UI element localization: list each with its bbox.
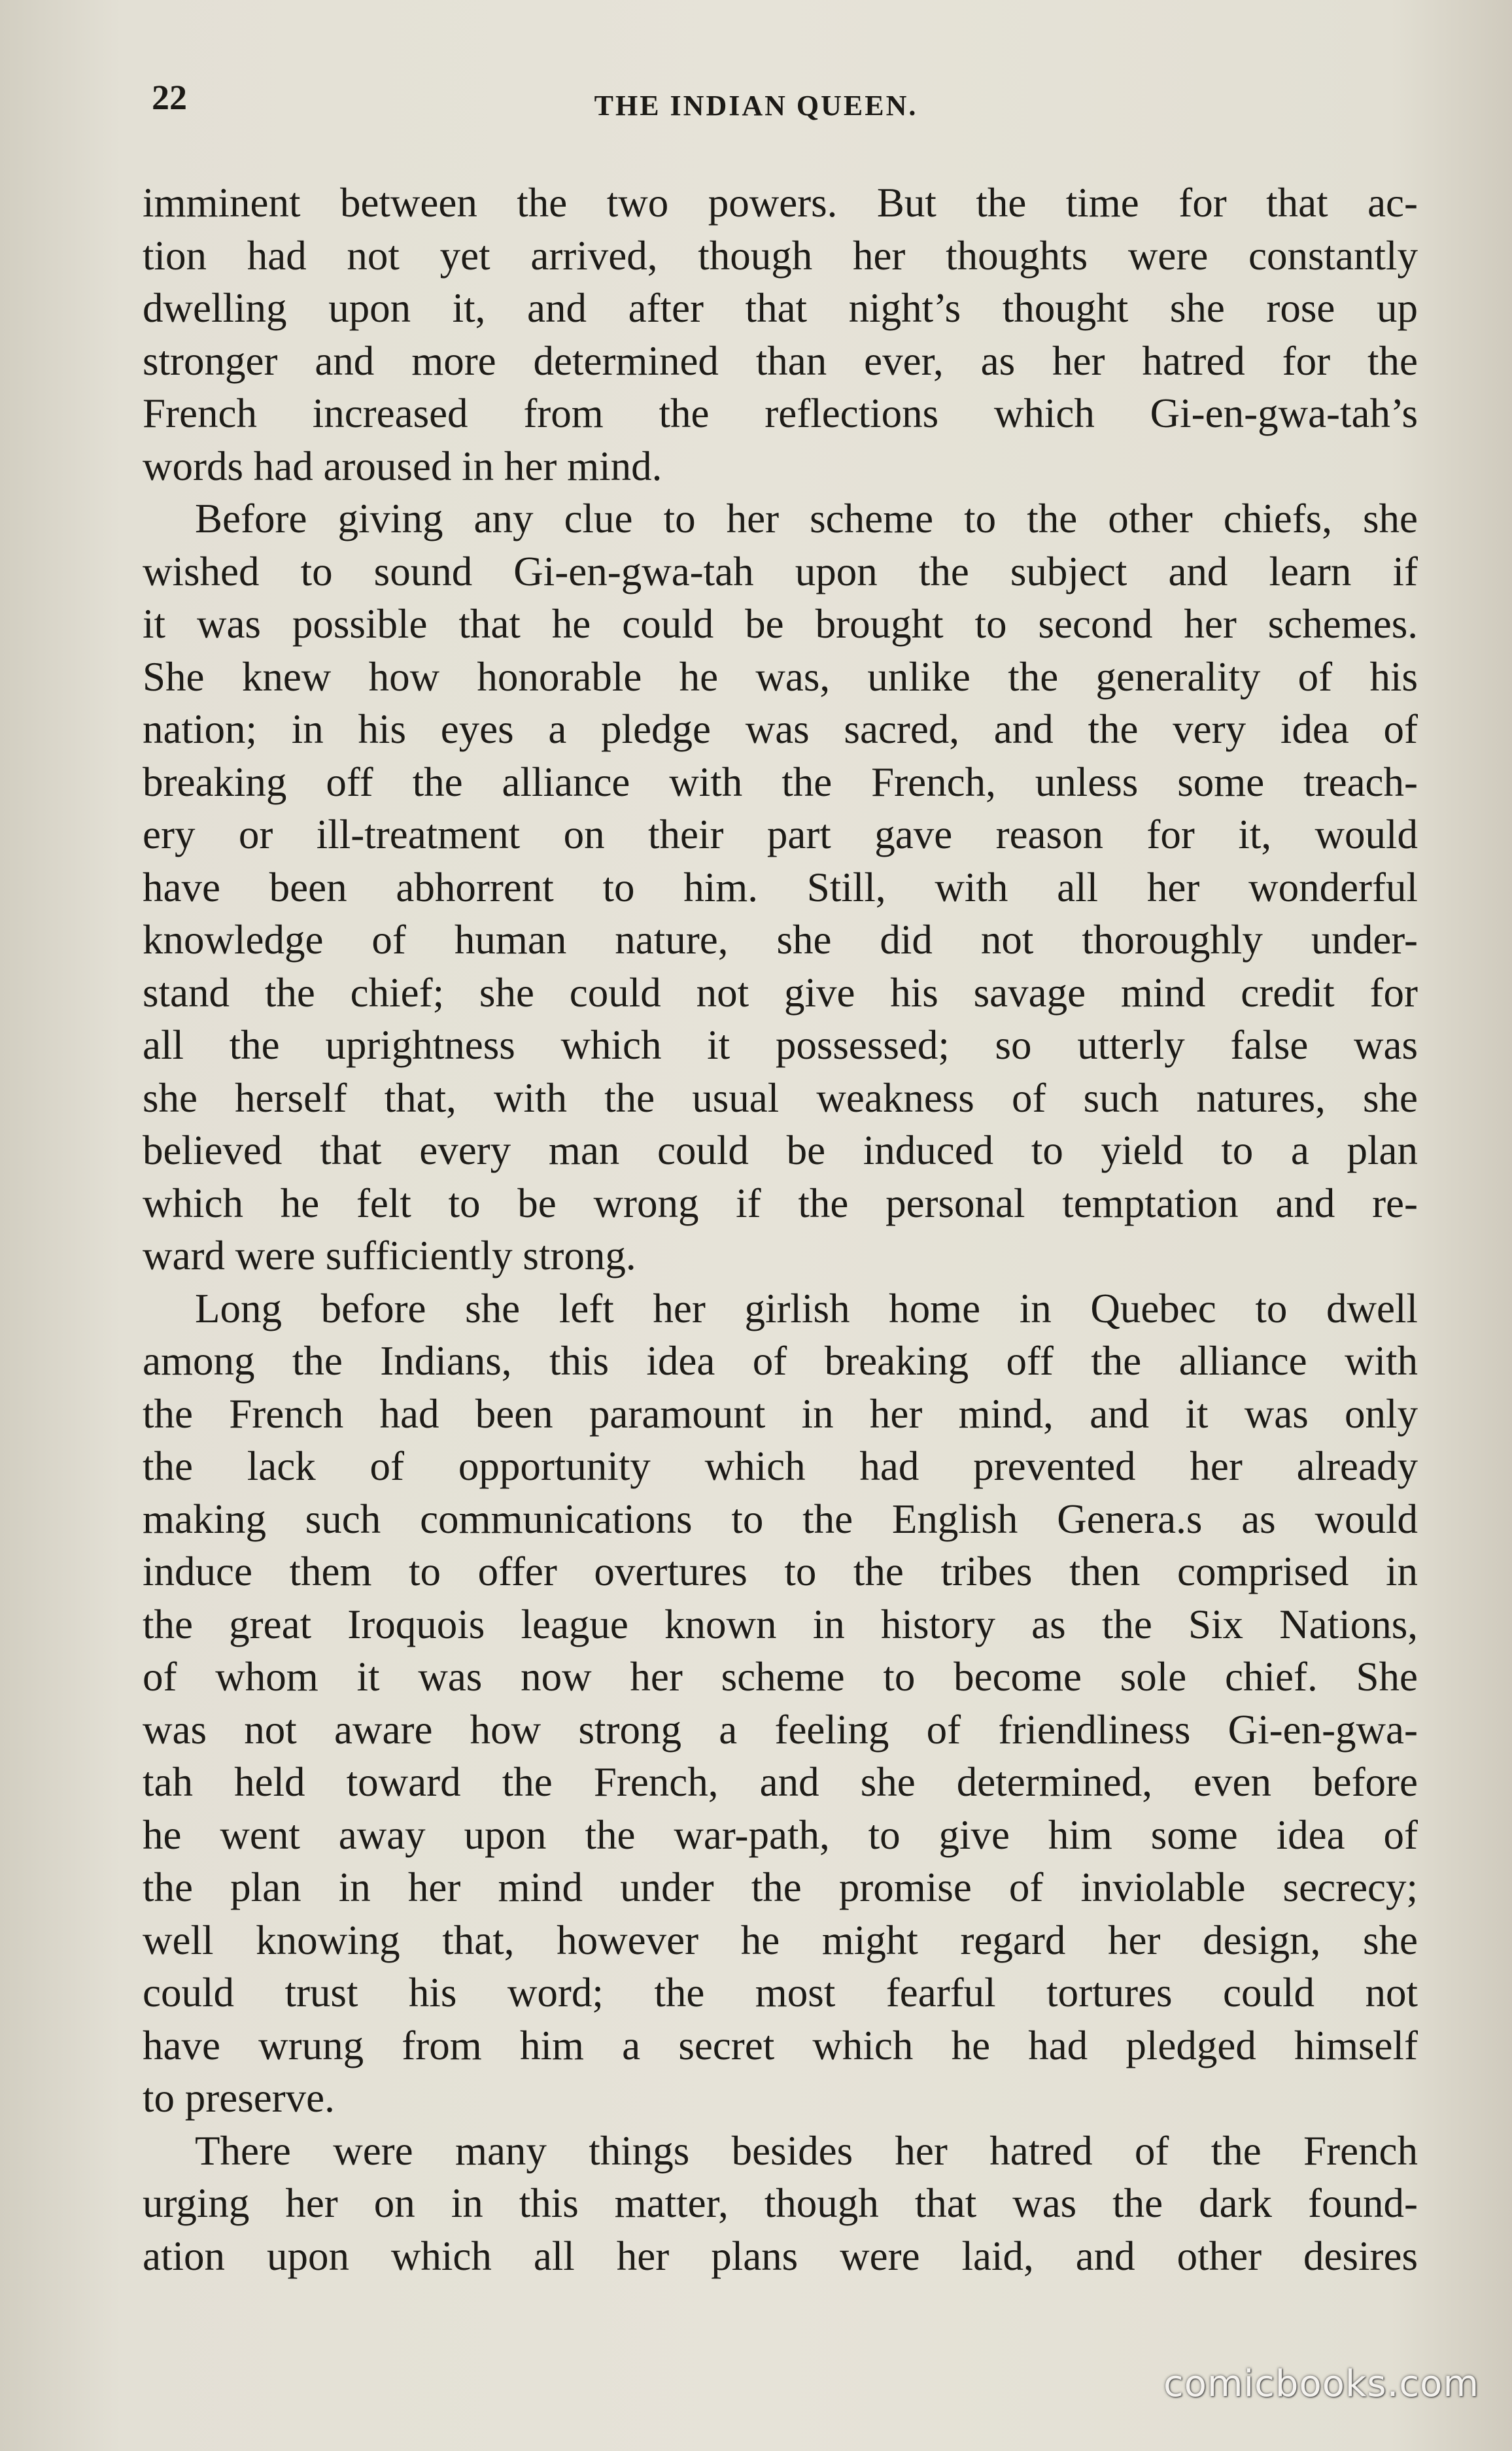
text-line: induce them to offer overtures to the tribes then comprised in [143, 1549, 1418, 1594]
page-number: 22 [152, 78, 187, 117]
text-line: of whom it was now her scheme to become sole chief. She [143, 1654, 1418, 1700]
text-line: well knowing that, however he might regard her design, she [143, 1917, 1418, 1963]
text-line: breaking off the alliance with the French, unless some treach- [143, 759, 1418, 805]
paragraph [143, 2125, 1418, 2283]
text-line: he went away upon the war-path, to give him some idea of [143, 1811, 1418, 1858]
text-line: She knew how honorable he was, unlike the generality of his [143, 653, 1418, 700]
running-title: THE INDIAN QUEEN. [594, 90, 918, 122]
text-line: among the Indians, this idea of breaking off the alliance with [143, 1338, 1418, 1384]
paragraph [143, 177, 1418, 492]
text-line: believed that every man could be induced to yield to a plan [143, 1127, 1418, 1173]
text-line: the French had been paramount in her mind, and it was only [143, 1390, 1418, 1437]
text-line: stronger and more determined than ever, as her hatred for the [143, 337, 1418, 384]
text-line: which he felt to be wrong if the personal temptation and re- [143, 1180, 1418, 1226]
text-line: the lack of opportunity which had prevented her already [143, 1443, 1418, 1489]
text-line: the plan in her mind under the promise of inviolable secrecy; [143, 1864, 1418, 1910]
text-line: the great Iroquois league known in history as the Six Nations, [143, 1601, 1418, 1647]
text-line: Before giving any clue to her scheme to the other chiefs, she [195, 496, 1418, 541]
text-line: was not aware how strong a feeling of friendliness Gi-en-gwa- [143, 1706, 1418, 1753]
watermark: comicbooks.com [1163, 2363, 1479, 2405]
page-header [0, 77, 1512, 129]
text-line: she herself that, with the usual weakness of such natures, she [143, 1074, 1418, 1121]
text-line: Long before she left her girlish home in Quebec to dwell [195, 1285, 1418, 1331]
text-line: ward were sufficiently strong. [143, 1233, 636, 1278]
text-line: ery or ill-treatment on their part gave reason for it, would [143, 812, 1418, 857]
body-text [143, 177, 1418, 2282]
text-line: words had aroused in her mind. [143, 443, 662, 489]
text-line: French increased from the reflections which Gi-en-gwa-tah’s [143, 390, 1418, 436]
text-line: have been abhorrent to him. Still, with all her wonderful [143, 864, 1418, 910]
text-line: urging her on in this matter, though that was the dark found- [143, 2180, 1418, 2226]
text-line: stand the chief; she could not give his savage mind credit for [143, 969, 1418, 1016]
text-line: have wrung from him a secret which he had pledged himself [143, 2022, 1418, 2068]
paragraph [143, 1282, 1418, 2125]
paragraph [143, 492, 1418, 1282]
text-line: to preserve. [143, 2075, 335, 2121]
text-line: tion had not yet arrived, though her thoughts were constantly [143, 232, 1418, 279]
text-line: nation; in his eyes a pledge was sacred, and the very idea of [143, 706, 1418, 752]
text-line: ation upon which all her plans were laid, and other desires [143, 2233, 1418, 2279]
text-line: could trust his word; the most fearful tortures could not [143, 1970, 1418, 2015]
text-line: There were many things besides her hatred of the French [195, 2127, 1418, 2174]
text-line: knowledge of human nature, she did not thoroughly under- [143, 917, 1418, 963]
text-line: imminent between the two powers. But the time for that ac- [143, 180, 1418, 226]
text-line: making such communications to the English Genera.s as would [143, 1496, 1418, 1542]
text-line: all the uprightness which it possessed; so utterly false was [143, 1022, 1418, 1068]
text-line: wished to sound Gi-en-gwa-tah upon the subject and learn if [143, 548, 1418, 594]
text-line: tah held toward the French, and she determined, even before [143, 1759, 1418, 1805]
text-line: it was possible that he could be brought to second her schemes. [143, 601, 1418, 647]
text-line: dwelling upon it, and after that night’s thought she rose up [143, 285, 1418, 331]
